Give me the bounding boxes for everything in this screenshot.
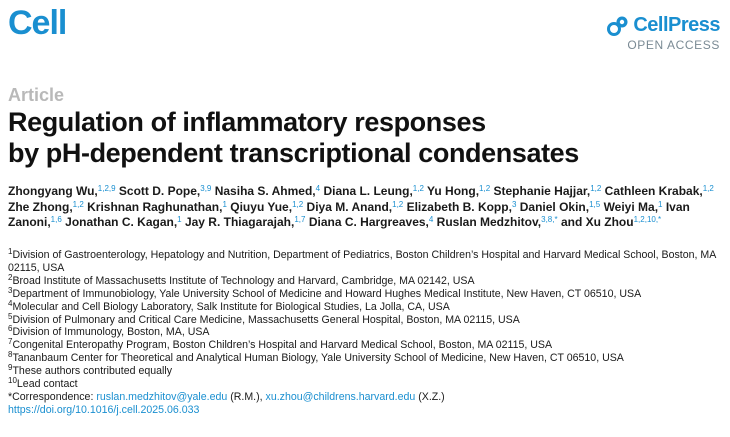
cellpress-logo-row xyxy=(607,14,720,37)
doi-link[interactable]: https://doi.org/10.1016/j.cell.2025.06.033 xyxy=(8,403,200,416)
affiliation-text: Lead contact xyxy=(16,378,78,391)
author-affiliation-superscript: 3,8,* xyxy=(541,215,558,224)
author-affiliation-superscript: 1 xyxy=(177,215,182,224)
author-name: Scott D. Pope, xyxy=(118,184,201,198)
affiliation-item xyxy=(8,285,723,301)
cell-journal-logo: Cell xyxy=(8,4,67,42)
affiliation-item xyxy=(8,249,723,275)
article-title xyxy=(8,107,708,169)
affiliation-item xyxy=(8,326,723,339)
email-link-medzhitov[interactable]: ruslan.medzhitov@yale.edu xyxy=(96,390,228,403)
affiliation-item xyxy=(8,311,723,327)
article-title-line-2: by pH-dependent transcriptional condensates xyxy=(8,138,579,168)
author-name: Qiuyu Yue, xyxy=(230,199,293,214)
author-affiliation-superscript: 1,2 xyxy=(72,199,84,209)
author-name: Cathleen Krabak, xyxy=(604,184,703,198)
correspondence-line xyxy=(8,391,723,404)
affiliation-text: Congenital Enteropathy Program, Boston Children’s Hospital and Harvard Medical School, Boston, MA 02115, USA xyxy=(12,339,553,352)
author-name: Elizabeth B. Kopp, xyxy=(406,199,512,214)
author-affiliation-superscript: 1,2 xyxy=(590,184,602,193)
affiliations-block xyxy=(8,249,723,417)
author-affiliation-superscript: 1,2 xyxy=(292,199,304,209)
cellpress-branding xyxy=(607,14,720,52)
author-name: Daniel Okin, xyxy=(519,199,590,214)
author-affiliation-superscript: 1,6 xyxy=(50,215,62,224)
affiliation-text: Division of Pulmonary and Critical Care Medicine, Massachusetts General Hospital, Boston, MA 02115, USA xyxy=(12,313,520,326)
affiliation-text: Broad Institute of Massachusetts Institute of Technology and Harvard, Cambridge, MA 02142, USA xyxy=(12,274,475,287)
affiliation-text: Division of Immunology, Boston, MA, USA xyxy=(12,326,210,339)
correspondence-initials-xz: (X.Z.) xyxy=(418,390,445,403)
affiliation-number: 9 xyxy=(8,363,13,373)
author-name: Jonathan C. Kagan, xyxy=(65,215,178,229)
affiliation-number: 7 xyxy=(8,337,13,347)
author-name: Diana L. Leung, xyxy=(323,184,413,198)
affiliation-item xyxy=(8,378,723,391)
affiliation-item xyxy=(8,339,723,352)
author-name: and Xu Zhou xyxy=(560,215,634,229)
author-name: Ruslan Medzhitov, xyxy=(436,215,542,229)
author-name: Stephanie Hajjar, xyxy=(493,184,591,198)
author-affiliation-superscript: 1,2,10,* xyxy=(633,215,662,224)
correspondence-label: *Correspondence: xyxy=(8,390,94,403)
author-list xyxy=(8,184,723,231)
author-name: Ivan Zanoni, xyxy=(8,199,690,229)
author-affiliation-superscript: 1,5 xyxy=(589,199,601,209)
author-affiliation-superscript: 1 xyxy=(658,199,663,209)
affiliation-text: Division of Gastroenterology, Hepatology and Nutrition, Department of Pediatrics, Boston Children’s Hospital and Harvard Medical School, Boston, MA 02115, USA xyxy=(8,249,716,274)
author-affiliation-superscript: 1,2 xyxy=(412,184,424,193)
correspondence-initials-rm: (R.M.), xyxy=(230,390,263,403)
author-affiliation-superscript: 4 xyxy=(315,184,321,193)
author-name: Diana C. Hargreaves, xyxy=(308,215,429,229)
affiliation-text: These authors contributed equally xyxy=(12,365,173,378)
affiliation-item xyxy=(8,298,723,314)
author-affiliation-superscript: 1,2 xyxy=(479,184,491,193)
author-affiliation-superscript: 3,9 xyxy=(200,184,212,193)
open-access-label: OPEN ACCESS xyxy=(627,38,720,52)
affiliation-item xyxy=(8,352,723,365)
affiliation-number: 4 xyxy=(8,298,13,308)
author-affiliation-superscript: 1 xyxy=(222,199,227,209)
author-name: Zhe Zhong, xyxy=(8,199,73,214)
author-name: Krishnan Raghunathan, xyxy=(87,199,223,214)
author-affiliation-superscript: 1,2,9 xyxy=(97,184,116,193)
affiliation-number: 2 xyxy=(8,272,13,282)
cellpress-name: CellPress xyxy=(633,14,720,36)
doi-line xyxy=(8,404,723,417)
affiliation-number: 5 xyxy=(8,311,13,321)
author-affiliation-superscript: 1,7 xyxy=(294,215,306,224)
affiliation-number: 10 xyxy=(8,376,17,386)
affiliation-item xyxy=(8,272,723,288)
article-title-line-1: Regulation of inflammatory responses xyxy=(8,107,486,137)
affiliation-list xyxy=(8,249,723,391)
author-name: Nasiha S. Ahmed, xyxy=(214,184,316,198)
affiliation-number: 6 xyxy=(8,324,13,334)
author-name: Diya M. Anand, xyxy=(306,199,393,214)
article-type-label: Article xyxy=(8,85,65,105)
affiliation-number: 1 xyxy=(8,247,13,256)
affiliation-text: Tananbaum Center for Theoretical and Analytical Human Biology, Yale University School of Medicine, New Haven, CT 06510, USA xyxy=(12,352,624,365)
author-name: Jay R. Thiagarajah, xyxy=(184,215,295,229)
affiliation-number: 3 xyxy=(8,285,13,295)
author-affiliation-superscript: 1,2 xyxy=(392,199,404,209)
affiliation-item xyxy=(8,365,723,378)
email-link-zhou[interactable]: xu.zhou@childrens.harvard.edu xyxy=(265,390,416,403)
affiliation-number: 8 xyxy=(8,350,13,360)
author-name: Weiyi Ma, xyxy=(603,199,659,214)
cellpress-logo-icon xyxy=(607,15,629,37)
author-affiliation-superscript: 4 xyxy=(428,215,434,224)
author-affiliation-superscript: 3 xyxy=(511,199,517,209)
author-affiliation-superscript: 1,2 xyxy=(702,184,714,193)
author-name: Yu Hong, xyxy=(427,184,480,198)
affiliation-text: Molecular and Cell Biology Laboratory, Salk Institute for Biological Studies, La Jolla, CA, USA xyxy=(12,300,450,313)
author-name: Zhongyang Wu, xyxy=(8,184,98,198)
affiliation-text: Department of Immunobiology, Yale University School of Medicine and Howard Hughes Medical Institute, New Haven, CT 06510, USA xyxy=(12,287,642,300)
